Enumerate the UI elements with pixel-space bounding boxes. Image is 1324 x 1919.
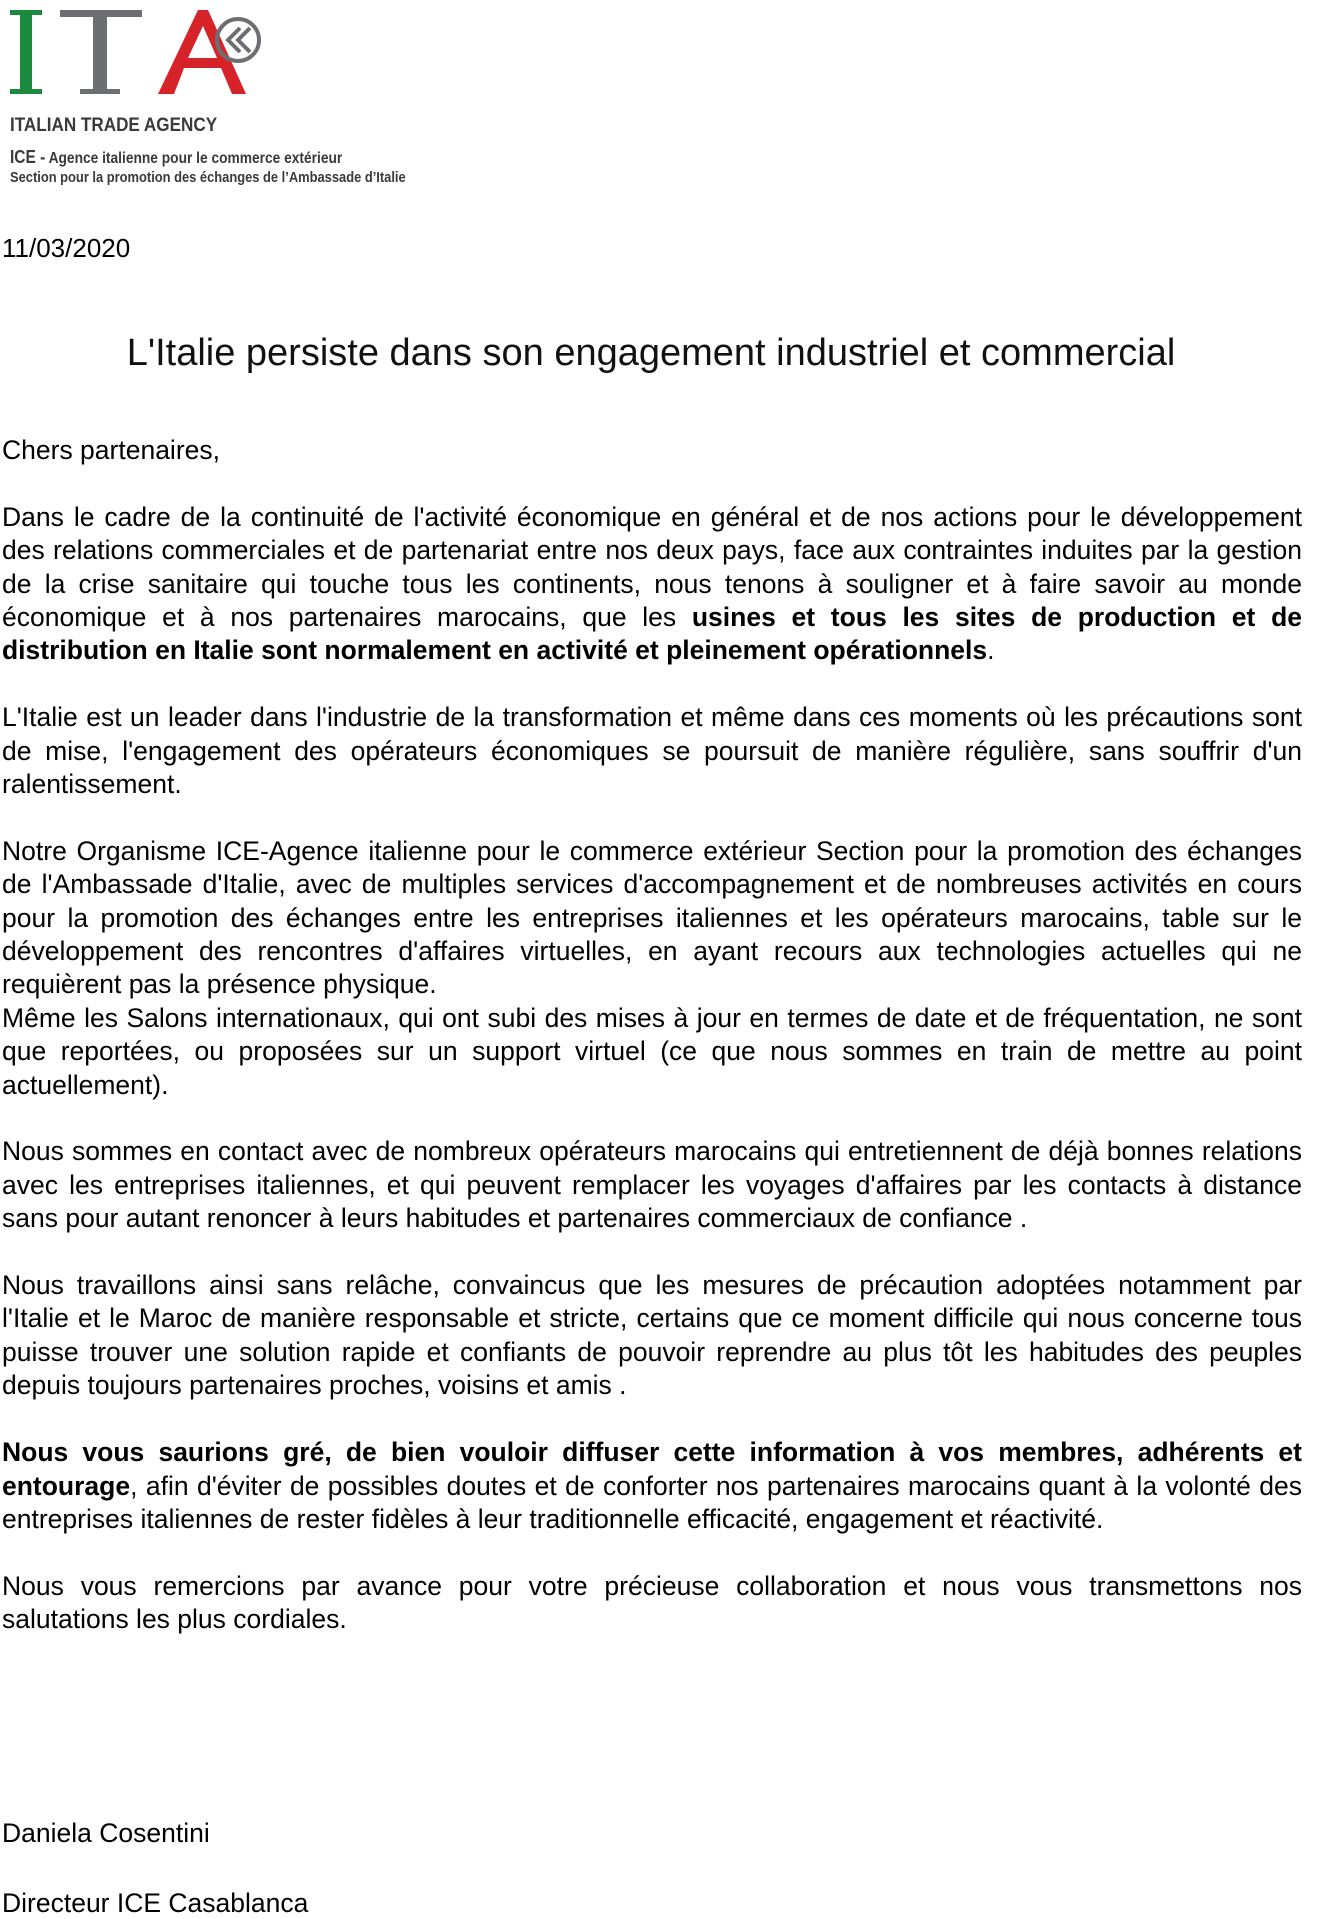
paragraph-1-text: Dans le cadre de la continuité de l'activité économique en général et de nos actions pour le développement des relations commerciales et de partenariat entre nos deux pays, face aux contraintes induites par la gestion de la crise sanitaire qui touche tous les continents, nous tenons à souligner et à faire savoir au monde économique et à nos partenaires marocains, que les (2, 501, 1302, 633)
paragraph-6-bold: Nous vous saurions gré, de bien vouloir diffuser cette information à vos membres, adhérents et entourage (2, 1437, 1302, 1501)
paragraph-3a: Notre Organisme ICE-Agence italienne pour le commerce extérieur Section pour la promotion des échanges de l'Ambassade d'Italie, avec de multiples services d'accompagnement et de nombreuses activités en cours pour la promotion des échanges entre les entreprises italiennes et les opérateurs marocains, table sur le développement des rencontres d'affaires virtuelles, en ayant recours aux technologies actuelles qui ne requièrent pas la présence physique. (2, 835, 1302, 1000)
logo-agency-name: ITALIAN TRADE AGENCY (10, 115, 218, 136)
signature-role: Directeur ICE Casablanca (2, 1888, 309, 1918)
paragraph-6-text: , afin d'éviter de possibles doutes et de conforter nos partenaires marocains quant à la volonté des entreprises italiennes de rester fidèles à leur traditionnelle efficacité, engagement et réactivité. (2, 1470, 1302, 1534)
paragraph-5: Nous travaillons ainsi sans relâche, convaincus que les mesures de précaution adoptées notamment par l'Italie et le Maroc de manière responsable et stricte, certains que ce moment difficile qui nous concerne tous puisse trouver une solution rapide et confiants de pouvoir reprendre au plus tôt les habitudes des peuples depuis toujours partenaires proches, voisins et amis . (2, 1270, 1302, 1401)
paragraph-6 (2, 1436, 1302, 1536)
letter-title: L'Italie persiste dans son engagement industriel et commercial (126, 332, 1176, 374)
paragraph-1-bold: usines et tous les sites de production et de distribution en Italie sont normalement en activité et pleinement opérationnels (2, 602, 1302, 666)
salutation: Chers partenaires, (2, 435, 220, 465)
signature-name: Daniela Cosentini (2, 1818, 210, 1848)
paragraph-1 (2, 501, 1302, 668)
letter-date: 11/03/2020 (2, 233, 131, 263)
logo-ice-prefix: ICE - (10, 147, 46, 167)
paragraph-3b: Même les Salons internationaux, qui ont subi des mises à jour en termes de date et de fréquentation, ne sont que reportées, ou proposées sur un support virtuel (ce que nous sommes en train de mettre au point actuellement). (2, 1002, 1302, 1100)
logo-ice-line (10, 147, 342, 168)
paragraph-1-end: . (987, 635, 995, 666)
paragraph-2: L'Italie est un leader dans l'industrie de la transformation et même dans ces moments où les précautions sont de mise, l'engagement des opérateurs économiques se poursuit de manière régulière, sans souffrir d'un ralentissement. (2, 702, 1302, 800)
logo-ice-text: Agence italienne pour le commerce extérieur (45, 150, 343, 167)
paragraph-4: Nous sommes en contact avec de nombreux opérateurs marocains qui entretiennent de déjà bonnes relations avec les entreprises italiennes, et qui peuvent remplacer les voyages d'affaires par les contacts à distance sans pour autant renoncer à leurs habitudes et partenaires commerciaux de confiance . (2, 1136, 1302, 1234)
paragraph-7: Nous vous remercions par avance pour votre précieuse collaboration et nous vous transmettons nos salutations les plus cordiales. (2, 1570, 1302, 1635)
ita-logo (8, 2, 488, 186)
logo-section-line: Section pour la promotion des échanges de l’Ambassade d’Italie (10, 169, 406, 186)
ita-logo-mark (8, 2, 268, 102)
letter-body (2, 434, 1302, 1670)
